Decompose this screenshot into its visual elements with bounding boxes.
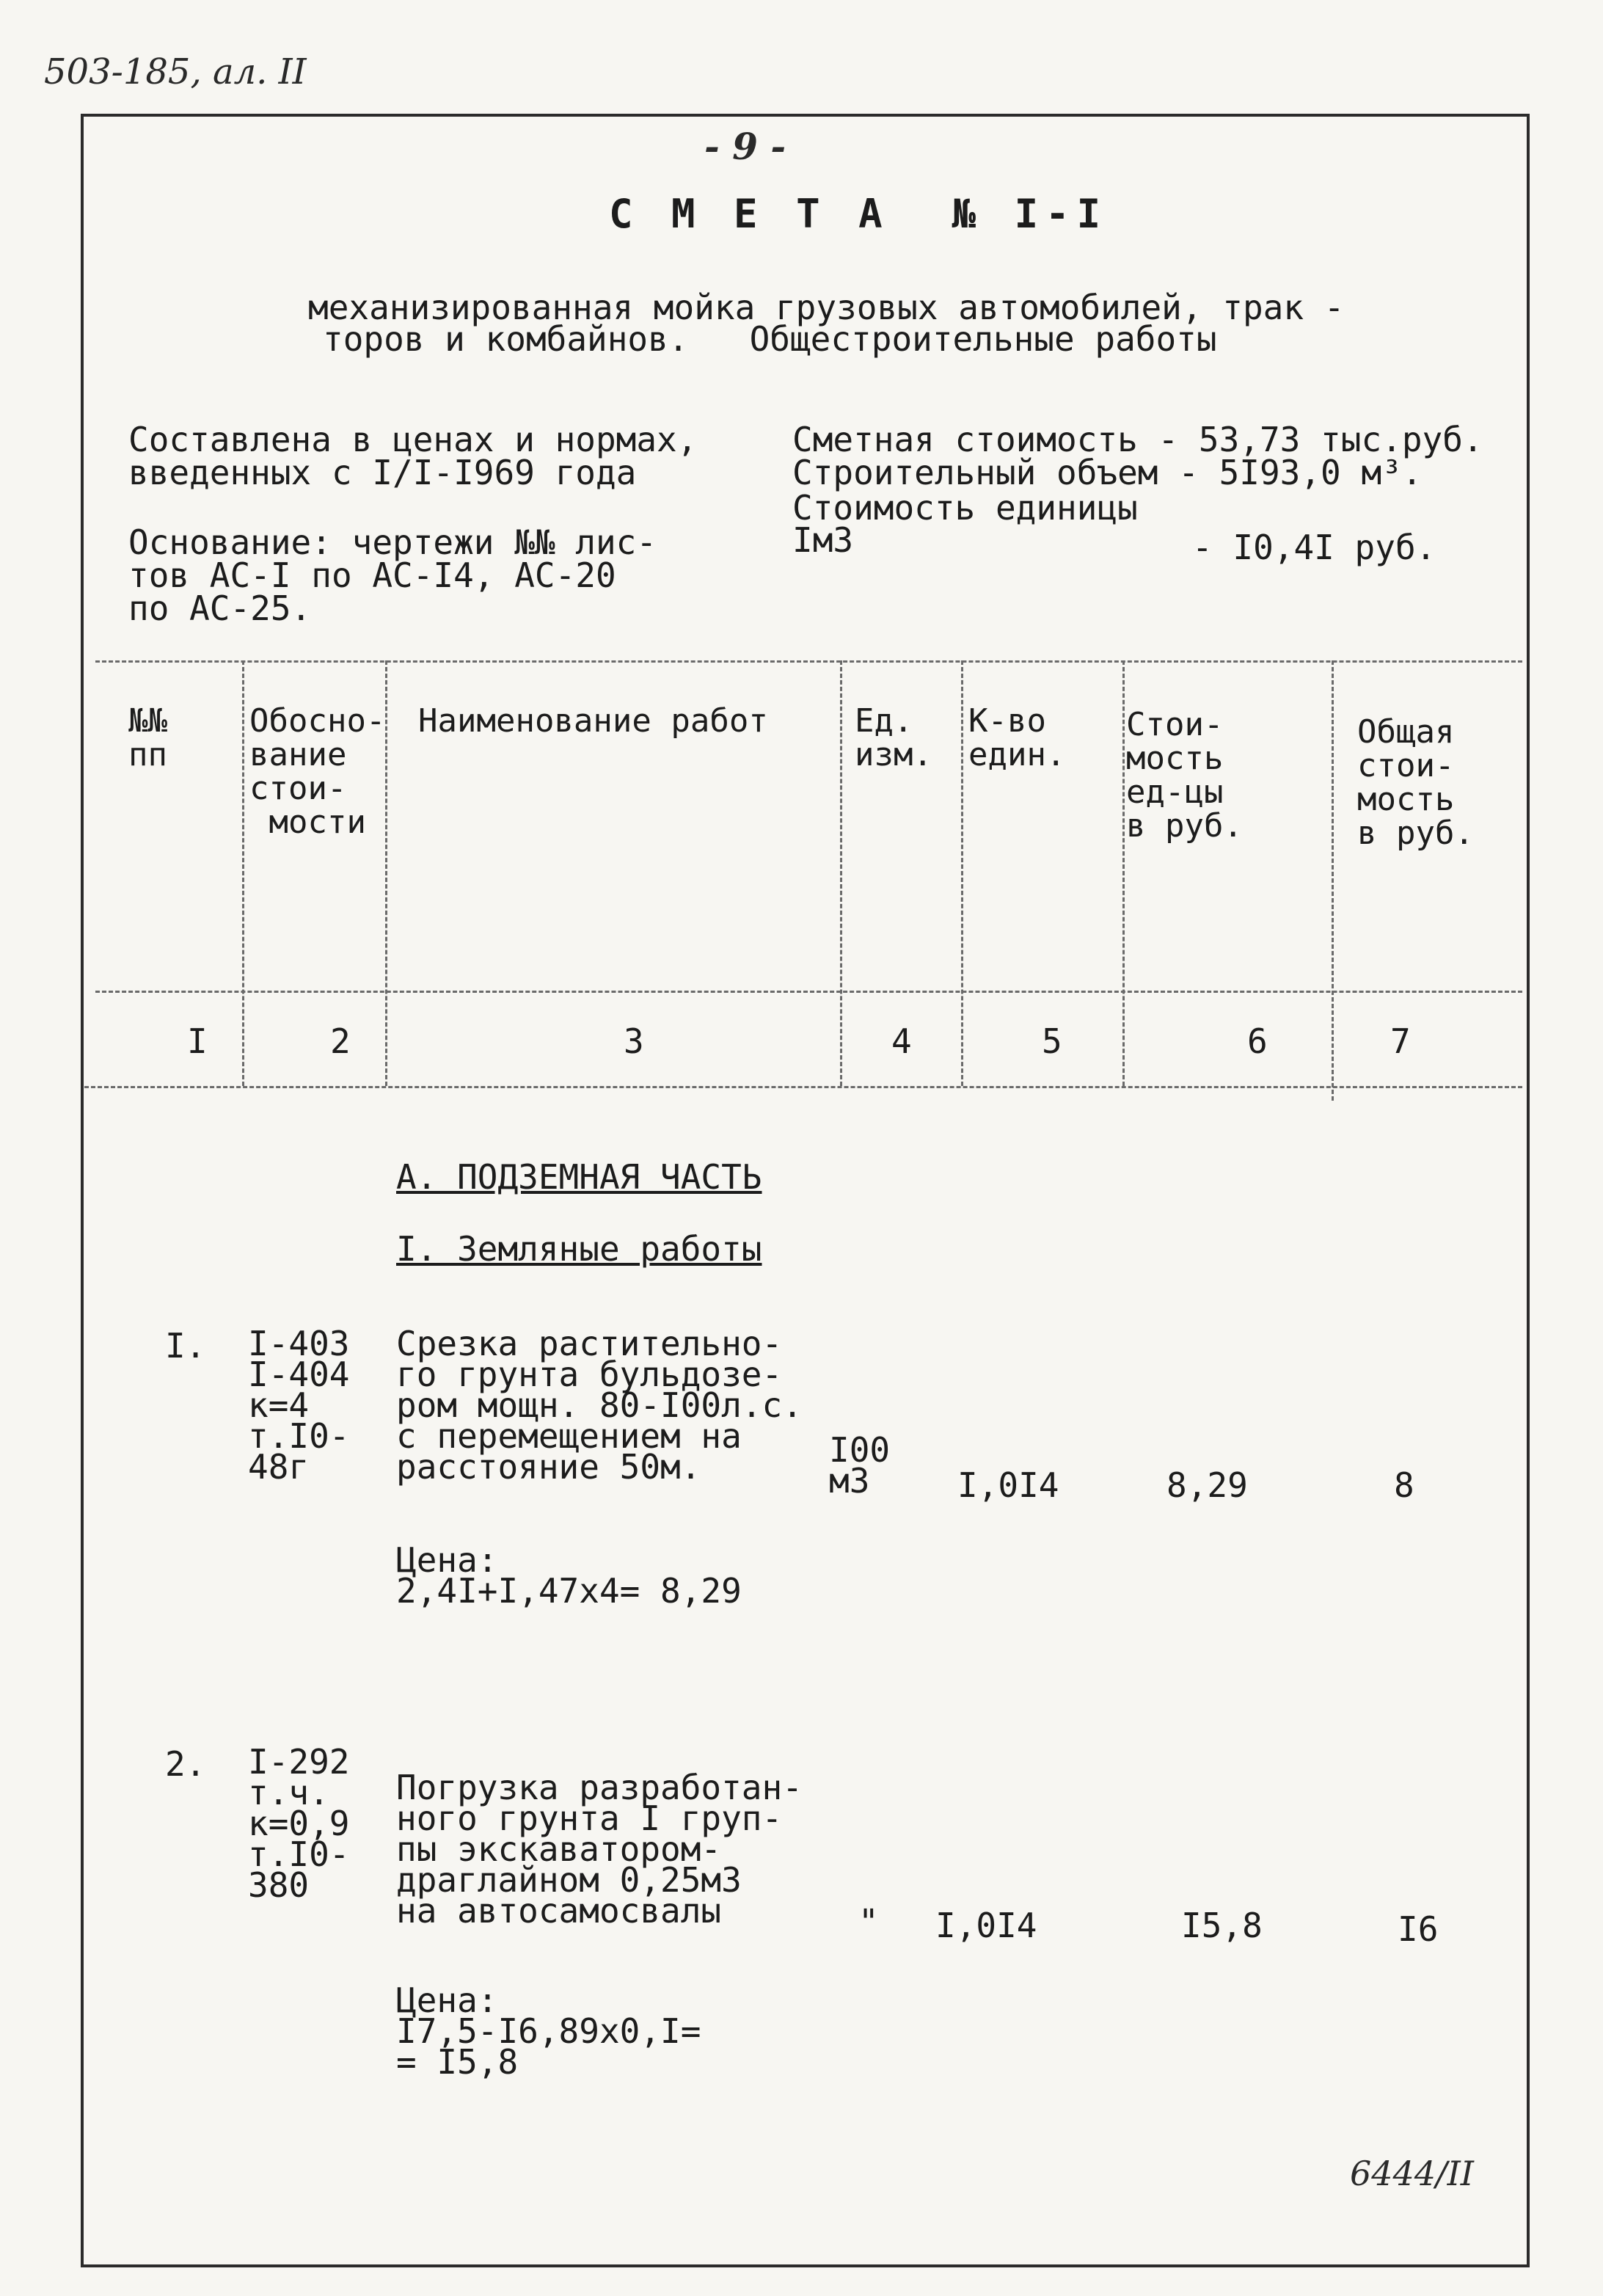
cost-line-3: Стоимость единицы	[792, 488, 1138, 528]
document-title: С М Е Т А № I-I	[609, 191, 1109, 237]
row-2-price-note: Цена: I7,5-I6,89x0,I= = I5,8	[396, 1980, 701, 2082]
row-2-quantity: I,0I4	[935, 1906, 1037, 1945]
subtitle-line-2: торов и комбайнов. Общестроительные работы	[323, 319, 1217, 359]
row-2-total: I6	[1398, 1909, 1439, 1949]
row-2-basis: I-292 т.ч. к=0,9 т.I0- 380	[248, 1742, 350, 1905]
header-work-name: Наименование работ	[418, 702, 768, 740]
header-quantity: К-во един.	[968, 702, 1066, 773]
table-top-rule	[95, 660, 1522, 663]
row-2-unit-price: I5,8	[1181, 1906, 1263, 1945]
basis-line-3: по АС-25.	[128, 588, 312, 628]
table-header-rule	[95, 991, 1522, 993]
column-number-7: 7	[1390, 1021, 1411, 1061]
compiled-line-2: введенных с I/I-I969 года	[128, 453, 637, 492]
table-col-divider-1	[242, 660, 244, 1086]
table-col-divider-2	[385, 660, 387, 1086]
header-total-cost: Общая стои- мость в руб.	[1357, 713, 1474, 852]
column-number-5: 5	[1042, 1021, 1062, 1061]
cost-line-4-value: - I0,4I руб.	[1192, 528, 1436, 567]
row-1-price-note: Цена: 2,4I+I,47x4= 8,29	[396, 1540, 742, 1611]
row-1-quantity: I,0I4	[957, 1465, 1059, 1505]
section-heading-1: I. Земляные работы	[396, 1229, 762, 1269]
handwritten-archive-note: 503-185, ал. II	[44, 51, 307, 92]
cost-line-4-unit: Iм3	[792, 520, 854, 560]
row-2-number: 2.	[165, 1744, 206, 1784]
table-col-divider-5	[1122, 660, 1125, 1086]
row-1-work-name: Срезка растительно- го грунта бульдозе- ром мощн. 80-I00л.с. с перемещением на расстояние 50м.	[396, 1324, 803, 1487]
column-number-1: I	[187, 1021, 208, 1061]
row-2-unit: "	[858, 1902, 879, 1942]
compiled-line-1: Составлена в ценах и нормах,	[128, 420, 698, 459]
row-2-work-name: Погрузка разработан- ного грунта I груп- пы экскаватором- драглайном 0,25м3 на автосамосвалы	[396, 1768, 803, 1931]
cost-line-2: Строительный объем - 5I93,0 м³.	[792, 453, 1423, 492]
header-unit: Ед. изм.	[855, 702, 932, 773]
row-1-unit: I00 м3	[829, 1430, 891, 1501]
table-col-divider-3	[840, 660, 842, 1086]
row-1-basis: I-403 I-404 к=4 т.I0- 48г	[248, 1324, 350, 1487]
page-number: - 9 -	[704, 125, 786, 168]
column-number-4: 4	[891, 1021, 912, 1061]
table-col-divider-6	[1332, 660, 1334, 1101]
row-1-number: I.	[165, 1326, 206, 1366]
table-col-divider-4	[961, 660, 963, 1086]
header-row-number: №№ пп	[128, 702, 167, 773]
basis-line-1: Основание: чертежи №№ лис-	[128, 522, 657, 562]
column-number-3: 3	[624, 1021, 644, 1061]
basis-line-2: тов АС-I по АС-I4, АС-20	[128, 555, 616, 595]
column-number-6: 6	[1247, 1021, 1268, 1061]
subtitle-line-1: механизированная мойка грузовых автомобилей, трак -	[308, 288, 1345, 327]
header-unit-cost: Стои- мость ед-цы в руб.	[1126, 706, 1243, 845]
row-1-total: 8	[1394, 1465, 1414, 1505]
handwritten-document-number: 6444/II	[1350, 2154, 1474, 2193]
column-number-2: 2	[330, 1021, 351, 1061]
row-1-unit-price: 8,29	[1166, 1465, 1248, 1505]
cost-line-1: Сметная стоимость - 53,73 тыс.руб.	[792, 420, 1483, 459]
table-number-rule	[84, 1086, 1522, 1088]
header-basis: Обосно- вание стои- мости	[249, 702, 386, 841]
section-heading-a: А. ПОДЗЕМНАЯ ЧАСТЬ	[396, 1157, 762, 1197]
